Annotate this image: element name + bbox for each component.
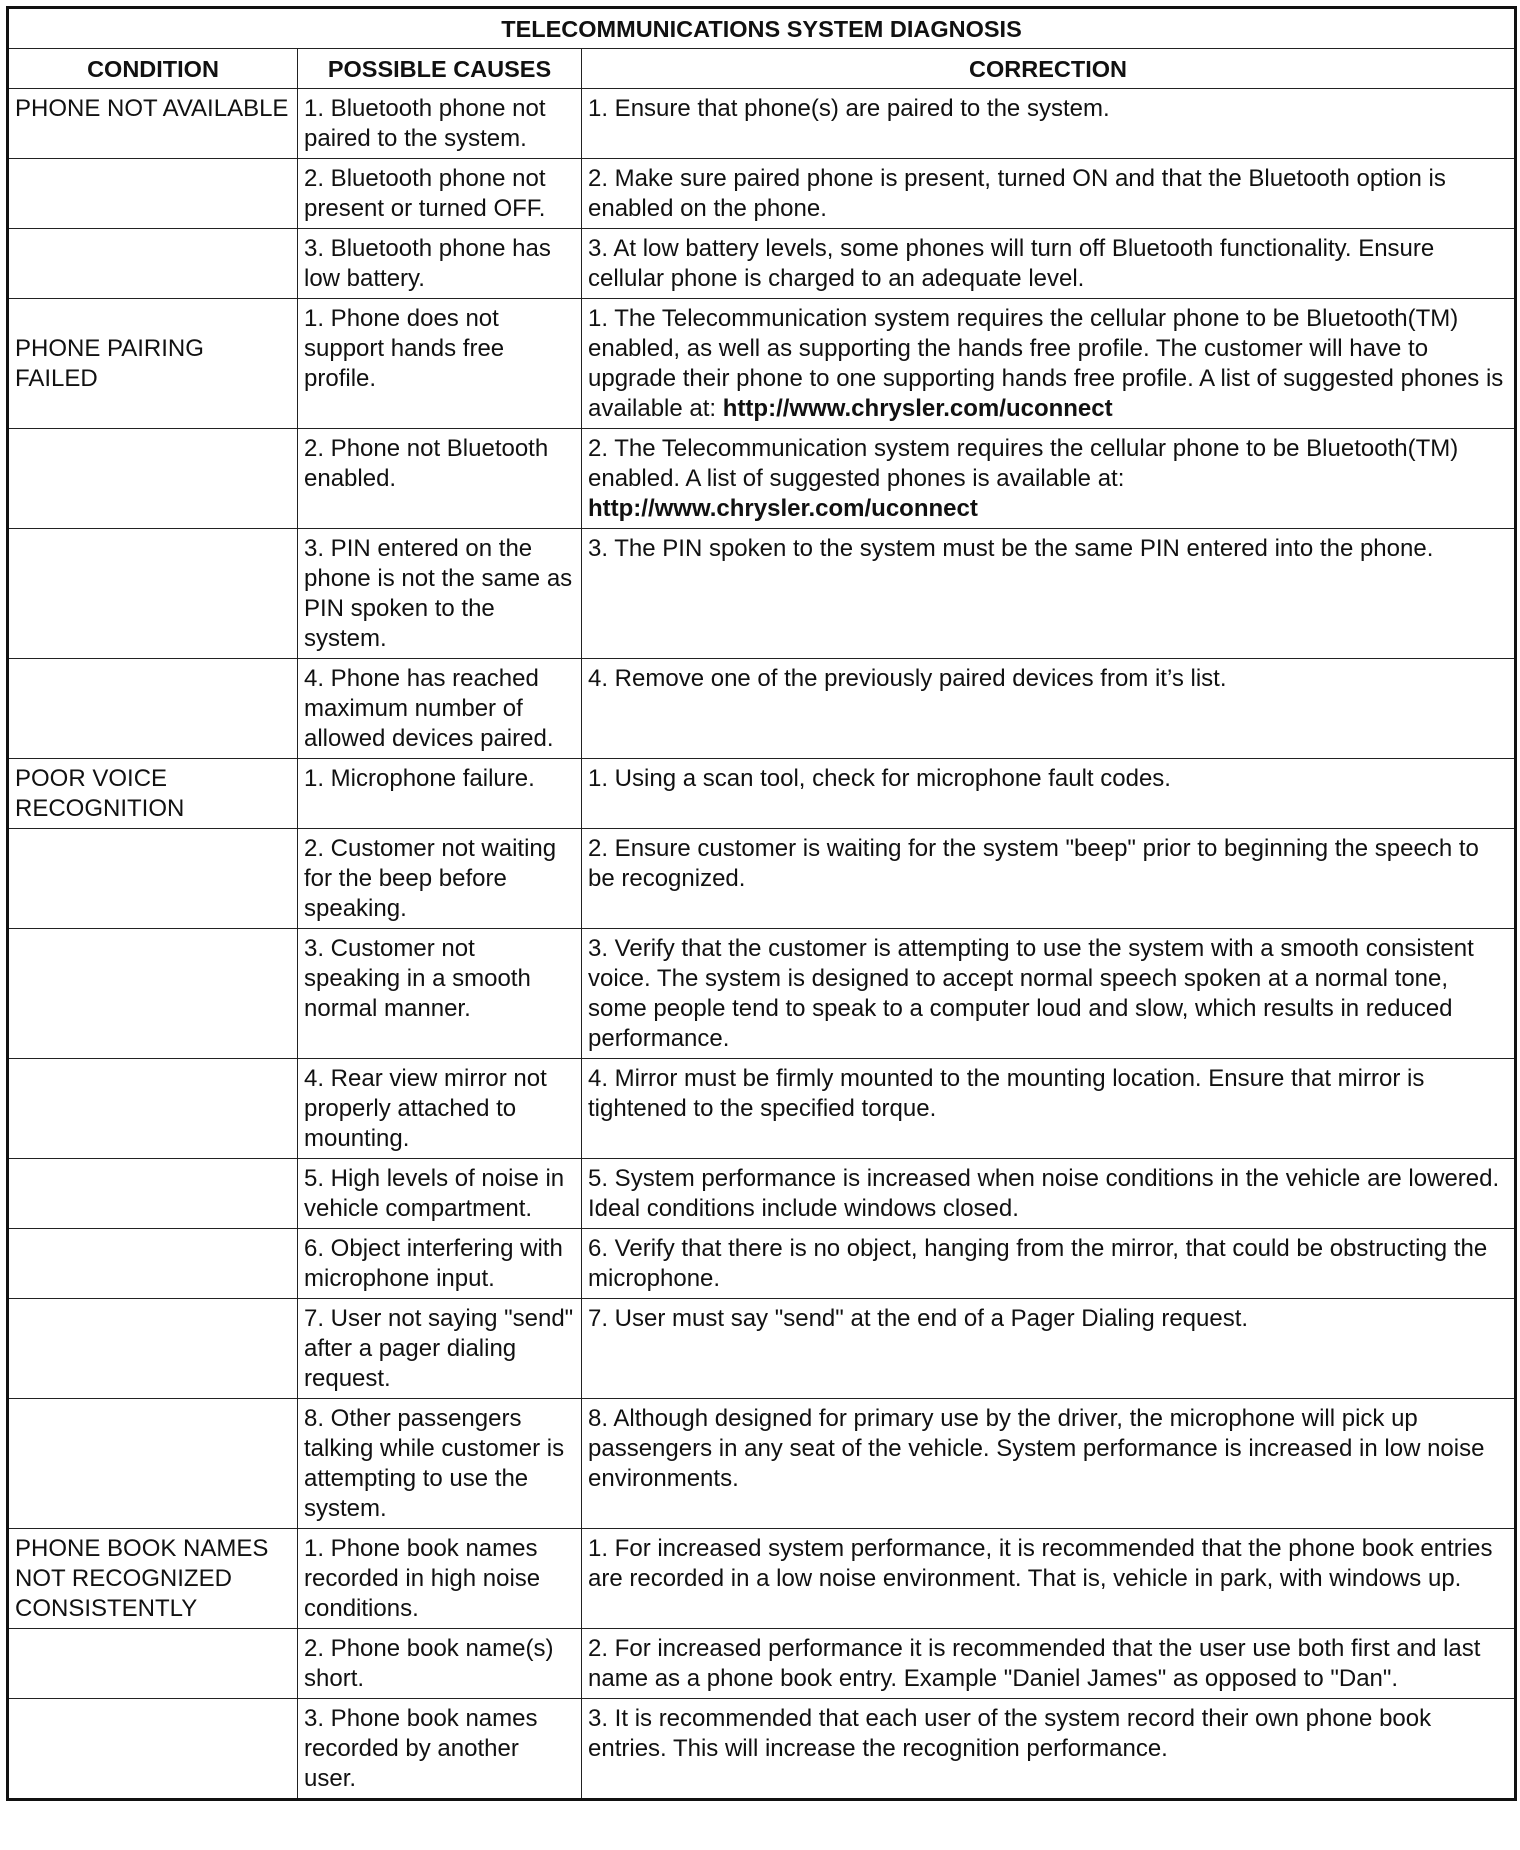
condition-cell: PHONE PAIRING FAILED (8, 299, 298, 429)
diagnosis-table (6, 6, 1517, 1801)
uconnect-link[interactable]: http://www.chrysler.com/uconnect (722, 395, 1113, 422)
correction-cell (582, 829, 1516, 929)
possible-cause-cell: 7. User not saying "send" after a pager dialing request. (298, 1299, 582, 1399)
correction-cell (582, 89, 1516, 159)
correction-text: 2. For increased performance it is recommended that the user use both first and last name as a phone book entry. Example "Daniel James" as opposed to "Dan". (588, 1635, 1481, 1692)
condition-cell (8, 929, 298, 1059)
correction-cell (582, 1629, 1516, 1699)
table-row (8, 659, 1516, 759)
correction-text: 3. The PIN spoken to the system must be the same PIN entered into the phone. (588, 535, 1434, 562)
condition-cell (8, 1299, 298, 1399)
correction-cell (582, 1159, 1516, 1229)
possible-cause-cell: 3. Customer not speaking in a smooth normal manner. (298, 929, 582, 1059)
possible-cause-cell: 2. Phone book name(s) short. (298, 1629, 582, 1699)
diagnosis-table-container (6, 6, 1514, 1801)
correction-text: 2. The Telecommunication system requires the cellular phone to be Bluetooth(TM) enabled. A list of suggested phones is available at: (588, 435, 1459, 492)
condition-cell: PHONE BOOK NAMES NOT RECOGNIZED CONSISTENTLY (8, 1529, 298, 1629)
title-row (8, 8, 1516, 49)
correction-text: 8. Although designed for primary use by the driver, the microphone will pick up passengers in any seat of the vehicle. System performance is increased in low noise environments. (588, 1405, 1485, 1492)
possible-cause-cell: 4. Phone has reached maximum number of allowed devices paired. (298, 659, 582, 759)
table-row (8, 1529, 1516, 1629)
possible-cause-cell: 2. Bluetooth phone not present or turned OFF. (298, 159, 582, 229)
correction-text: 2. Make sure paired phone is present, turned ON and that the Bluetooth option is enabled on the phone. (588, 165, 1446, 222)
table-row (8, 299, 1516, 429)
correction-text: 1. Using a scan tool, check for microphone fault codes. (588, 765, 1171, 792)
correction-text: 7. User must say "send" at the end of a Pager Dialing request. (588, 1305, 1249, 1332)
header-condition: CONDITION (8, 49, 298, 89)
correction-text: 1. For increased system performance, it is recommended that the phone book entries are recorded in a low noise environment. That is, vehicle in park, with windows up. (588, 1535, 1493, 1592)
correction-text: 6. Verify that there is no object, hanging from the mirror, that could be obstructing the microphone. (588, 1235, 1488, 1292)
possible-cause-cell: 2. Customer not waiting for the beep before speaking. (298, 829, 582, 929)
table-row (8, 1159, 1516, 1229)
condition-cell (8, 429, 298, 529)
condition-cell (8, 159, 298, 229)
condition-cell (8, 1229, 298, 1299)
correction-cell (582, 1299, 1516, 1399)
possible-cause-cell: 1. Phone does not support hands free profile. (298, 299, 582, 429)
possible-cause-cell: 6. Object interfering with microphone input. (298, 1229, 582, 1299)
condition-cell (8, 229, 298, 299)
condition-cell: POOR VOICE RECOGNITION (8, 759, 298, 829)
correction-cell (582, 529, 1516, 659)
table-row (8, 429, 1516, 529)
table-row (8, 1059, 1516, 1159)
correction-text: 3. Verify that the customer is attempting to use the system with a smooth consistent voice. The system is designed to accept normal speech spoken at a normal tone, some people tend to speak to a computer loud and slow, which results in reduced performance. (588, 935, 1474, 1052)
correction-cell (582, 159, 1516, 229)
possible-cause-cell: 4. Rear view mirror not properly attached to mounting. (298, 1059, 582, 1159)
table-row (8, 1229, 1516, 1299)
condition-cell: PHONE NOT AVAILABLE (8, 89, 298, 159)
condition-cell (8, 1399, 298, 1529)
table-row (8, 529, 1516, 659)
correction-cell (582, 759, 1516, 829)
table-row (8, 829, 1516, 929)
possible-cause-cell: 5. High levels of noise in vehicle compartment. (298, 1159, 582, 1229)
possible-cause-cell: 3. PIN entered on the phone is not the same as PIN spoken to the system. (298, 529, 582, 659)
correction-text: 4. Mirror must be firmly mounted to the mounting location. Ensure that mirror is tightened to the specified torque. (588, 1065, 1425, 1122)
table-row (8, 1699, 1516, 1800)
possible-cause-cell: 1. Bluetooth phone not paired to the system. (298, 89, 582, 159)
condition-cell (8, 1059, 298, 1159)
possible-cause-cell: 1. Phone book names recorded in high noise conditions. (298, 1529, 582, 1629)
correction-text: 1. The Telecommunication system requires the cellular phone to be Bluetooth(TM) enabled, as well as supporting the hands free profile. The customer will have to upgrade their phone to one supporting hands free profile. A list of suggested phones is available at: (588, 305, 1504, 422)
correction-text: 5. System performance is increased when noise conditions in the vehicle are lowered. Ideal conditions include windows closed. (588, 1165, 1500, 1222)
header-possible-causes: POSSIBLE CAUSES (298, 49, 582, 89)
condition-cell (8, 829, 298, 929)
table-row (8, 1629, 1516, 1699)
condition-cell (8, 1159, 298, 1229)
possible-cause-cell: 1. Microphone failure. (298, 759, 582, 829)
condition-cell (8, 1699, 298, 1800)
table-row (8, 929, 1516, 1059)
table-row (8, 159, 1516, 229)
header-row (8, 49, 1516, 89)
table-row (8, 89, 1516, 159)
correction-cell (582, 1229, 1516, 1299)
correction-cell (582, 429, 1516, 529)
correction-cell (582, 1399, 1516, 1529)
table-body (8, 89, 1516, 1800)
correction-text: 1. Ensure that phone(s) are paired to the system. (588, 95, 1110, 122)
correction-text: 4. Remove one of the previously paired devices from it’s list. (588, 665, 1227, 692)
correction-cell (582, 929, 1516, 1059)
condition-cell (8, 1629, 298, 1699)
correction-text: 3. At low battery levels, some phones will turn off Bluetooth functionality. Ensure cellular phone is charged to an adequate level. (588, 235, 1435, 292)
table-row (8, 759, 1516, 829)
correction-cell (582, 229, 1516, 299)
possible-cause-cell: 3. Bluetooth phone has low battery. (298, 229, 582, 299)
correction-text: 2. Ensure customer is waiting for the system "beep" prior to beginning the speech to be recognized. (588, 835, 1479, 892)
table-title: TELECOMMUNICATIONS SYSTEM DIAGNOSIS (8, 8, 1516, 49)
table-row (8, 1399, 1516, 1529)
possible-cause-cell: 8. Other passengers talking while customer is attempting to use the system. (298, 1399, 582, 1529)
correction-cell (582, 1529, 1516, 1629)
uconnect-link[interactable]: http://www.chrysler.com/uconnect (588, 495, 978, 522)
correction-text: 3. It is recommended that each user of the system record their own phone book entries. This will increase the recognition performance. (588, 1705, 1432, 1762)
table-row (8, 229, 1516, 299)
correction-cell (582, 1059, 1516, 1159)
table-row (8, 1299, 1516, 1399)
header-correction: CORRECTION (582, 49, 1516, 89)
correction-cell (582, 659, 1516, 759)
possible-cause-cell: 2. Phone not Bluetooth enabled. (298, 429, 582, 529)
correction-cell (582, 1699, 1516, 1800)
correction-cell (582, 299, 1516, 429)
condition-cell (8, 659, 298, 759)
possible-cause-cell: 3. Phone book names recorded by another user. (298, 1699, 582, 1800)
condition-cell (8, 529, 298, 659)
